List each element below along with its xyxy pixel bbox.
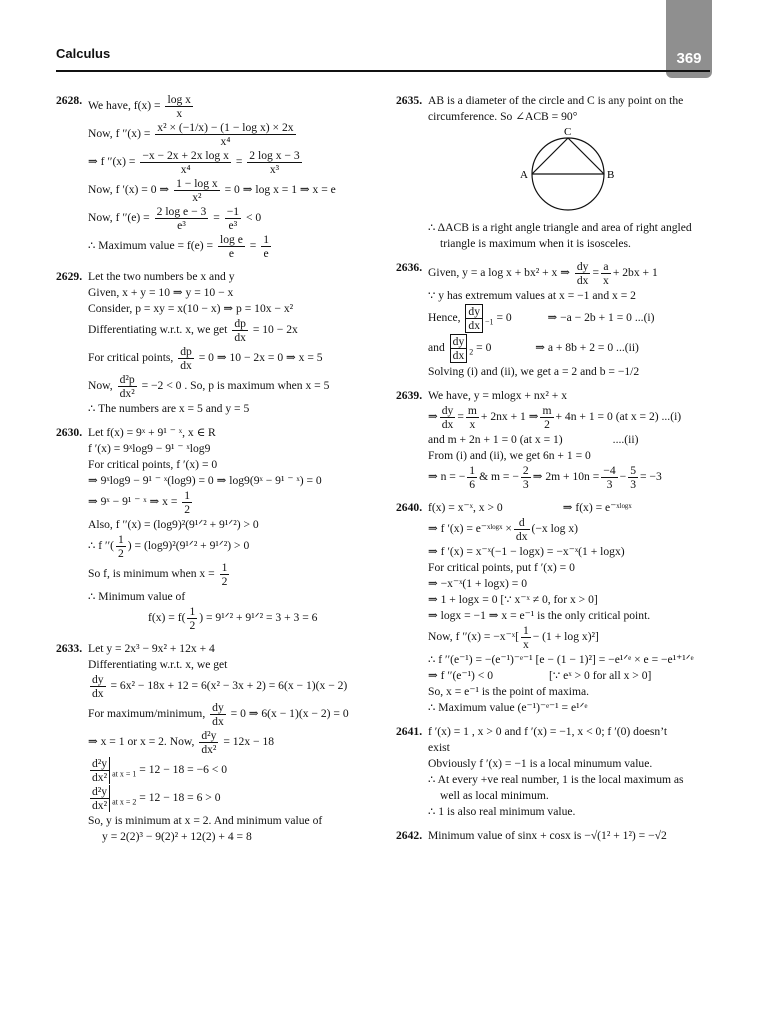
fraction	[155, 205, 209, 232]
numerator: log e	[220, 233, 243, 246]
fraction	[450, 334, 468, 363]
numerator: dy	[576, 260, 589, 273]
fraction	[90, 757, 110, 784]
fraction	[540, 404, 553, 431]
text: = 0 ⇒ log x = 1 ⇒ x = e	[224, 183, 336, 197]
numerator: −4	[603, 464, 616, 477]
subscript: −1	[485, 317, 494, 327]
problem-number: 2636.	[396, 261, 423, 274]
fraction	[232, 317, 248, 344]
fraction	[440, 404, 456, 431]
numerator: 1	[263, 233, 270, 246]
text: =	[457, 410, 464, 424]
text: Let y = 2x³ − 9x² + 12x + 4	[88, 642, 215, 655]
text: Differentiating w.r.t. x, we get	[88, 658, 228, 671]
numerator: −1	[226, 205, 240, 218]
fraction	[155, 121, 295, 148]
denominator: x⁴	[180, 163, 191, 176]
text: For critical points,	[88, 351, 174, 365]
numerator: dy	[468, 305, 481, 318]
numerator: 1	[184, 489, 191, 502]
text: Now, f ′′(e) =	[88, 211, 150, 225]
text: f(x) = f(	[148, 611, 186, 625]
fraction	[140, 149, 231, 176]
text: and m + 2n + 1 = 0 (at x = 1)	[428, 433, 563, 446]
text: [∵ eˣ > 0 for all x > 0]	[549, 669, 652, 682]
text: = 0	[496, 311, 512, 325]
text: Given, y = a log x + bx² + x ⇒	[428, 266, 570, 280]
text: For critical points, f ′(x) = 0	[88, 458, 218, 471]
text: ⇒ f ′′(e⁻¹) < 0	[428, 669, 494, 682]
denominator: x²	[192, 191, 202, 204]
numerator: d²y	[92, 785, 108, 798]
numerator: dp	[180, 345, 192, 358]
denominator: dx	[92, 687, 104, 700]
numerator: a	[601, 260, 611, 274]
text: We have, f(x) =	[88, 99, 161, 113]
text: Now, f ′′(x) = −x⁻ˣ[	[428, 630, 519, 644]
text: f ′(x) = 1 , x > 0 and f ′(x) = −1, x < 0; f ′(0) doesn’t	[428, 725, 668, 738]
denominator: dx	[452, 349, 465, 362]
text: Minimum value of sinx + cosx is −√(1² + 1²) = −√2	[428, 829, 667, 842]
text: f(x) = x⁻ˣ, x > 0	[428, 501, 503, 514]
label-b: B	[607, 169, 615, 181]
fraction	[182, 489, 192, 516]
text: We have, y = mlogx + nx² + x	[428, 389, 568, 402]
text: ∴ ΔACB is a right angle triangle and area of right angled	[428, 221, 692, 234]
denominator: x⁴	[220, 135, 231, 148]
text: (−x log x)	[531, 522, 578, 536]
fraction	[174, 177, 220, 204]
text: ....(ii)	[612, 433, 639, 446]
fraction	[116, 533, 126, 560]
denominator: x	[176, 107, 183, 120]
text: = 12x − 18	[223, 735, 275, 749]
denominator: dx	[180, 359, 192, 372]
denominator: dx	[468, 319, 481, 332]
text: and	[428, 341, 445, 355]
text: = 10 − 2x	[252, 323, 298, 337]
problem-2630	[56, 425, 386, 632]
text: ⇒ f ′(x) = e⁻ˣˡᵒᵍˣ ×	[428, 522, 512, 536]
denominator: 2	[189, 619, 196, 632]
text: + 2nx + 1 ⇒	[480, 410, 539, 424]
numerator: d²y	[92, 757, 108, 770]
fraction	[218, 233, 245, 260]
text: Consider, p = xy = x(10 − x) ⇒ p = 10x − x²	[88, 302, 294, 315]
denominator: dx²	[92, 799, 108, 812]
problem-number: 2641.	[396, 725, 423, 738]
denominator: dx	[212, 715, 224, 728]
text: Let the two numbers be x and y	[88, 270, 235, 283]
text: ⇒ n = −	[428, 470, 466, 484]
denominator: x	[469, 418, 476, 431]
problem-2635	[396, 93, 714, 251]
fraction	[247, 149, 301, 176]
numerator: d²p	[119, 373, 135, 386]
fraction	[521, 464, 531, 491]
fraction	[514, 516, 530, 543]
problem-number: 2640.	[396, 501, 423, 514]
text: ⇒	[428, 410, 438, 424]
text: ∴ f ′′(e⁻¹) = −(e⁻¹)⁻ᵉ⁻¹ [e − (1 − 1)²] = −e¹ᐟᵉ × e = −e¹⁺¹ᐟᵉ	[428, 653, 694, 666]
fraction	[187, 605, 197, 632]
text: Solving (i) and (ii), we get a = 2 and b = −1/2	[428, 365, 640, 378]
problem-2633	[56, 641, 386, 844]
fraction	[601, 260, 611, 287]
text: ⇒ 1 + logx = 0 [∵ x⁻ˣ ≠ 0, for x > 0]	[428, 593, 598, 606]
fraction	[210, 701, 226, 728]
text: = 0	[476, 341, 492, 355]
text: = 12 − 18 = −6 < 0	[139, 763, 228, 777]
denominator: 3	[522, 478, 529, 491]
denominator: 6	[469, 478, 476, 491]
text: + 2bx + 1	[612, 266, 658, 280]
page-number-tab	[666, 0, 712, 78]
text: =	[213, 211, 220, 225]
denominator: 2	[544, 418, 550, 431]
numerator: 1	[117, 533, 124, 546]
fraction	[225, 205, 241, 232]
numerator: 2 log e − 3	[156, 205, 207, 218]
numerator: 2 log x − 3	[249, 149, 300, 162]
numerator: m	[467, 404, 477, 417]
text: Differentiating w.r.t. x, we get	[88, 323, 228, 337]
label-a: A	[520, 169, 528, 181]
text: For critical points, put f ′(x) = 0	[428, 561, 575, 574]
subscript: at x = 1	[112, 769, 137, 779]
subscript: at x = 2	[112, 797, 137, 807]
header-rule	[56, 70, 710, 72]
text: ⇒ logx = −1 ⇒ x = e⁻¹ is the only critical point.	[428, 609, 651, 622]
text: exist	[428, 741, 450, 754]
text: ⇒ a + 8b + 2 = 0 ...(ii)	[535, 341, 639, 355]
denominator: e	[263, 247, 269, 260]
text: Let f(x) = 9ˣ + 9¹ ⁻ ˣ, x ∈ R	[88, 426, 216, 439]
text: triangle is maximum when it is isosceles.	[440, 237, 631, 250]
page-number: 369	[676, 50, 702, 67]
fraction	[118, 373, 137, 400]
text: ⇒ f ′′(x) =	[88, 155, 136, 169]
text: f ′(x) = 9ˣlog9 − 9¹ ⁻ ˣlog9	[88, 442, 211, 455]
text: For maximum/minimum,	[88, 707, 206, 721]
text: ⇒ f(x) = e⁻ˣˡᵒᵍˣ	[562, 501, 632, 514]
denominator: x	[522, 638, 529, 651]
problem-number: 2628.	[56, 94, 83, 107]
text: circumference. So ∠ACB = 90°	[428, 110, 578, 123]
denominator: 2	[184, 503, 191, 516]
text: = −2 < 0 . So, p is maximum when x = 5	[141, 379, 330, 393]
fraction	[575, 260, 591, 287]
label-c: C	[564, 126, 572, 138]
text: Now, f ′′(x) =	[88, 127, 151, 141]
text: < 0	[245, 211, 262, 225]
numerator: log x	[167, 93, 191, 106]
denominator: dx	[234, 331, 246, 344]
numerator: 5	[630, 464, 636, 477]
text: ⇒ x = 1 or x = 2. Now,	[88, 735, 195, 749]
problem-2642	[396, 828, 714, 843]
text: Now, f ′(x) = 0 ⇒	[88, 183, 170, 197]
text: = 12 − 18 = 6 > 0	[139, 791, 221, 805]
left-column	[56, 92, 386, 853]
fraction	[165, 93, 193, 120]
denominator: dx²	[92, 771, 108, 784]
fraction	[601, 464, 617, 491]
text: ∵ y has extremum values at x = −1 and x = 2	[428, 289, 636, 302]
text: ∴ Maximum value (e⁻¹)⁻ᵉ⁻¹ = e¹ᐟᵉ	[428, 701, 588, 714]
text: ∴ Minimum value of	[88, 590, 186, 603]
denominator: dx²	[119, 387, 135, 400]
problem-2639	[396, 388, 714, 491]
text: −	[619, 470, 627, 484]
problem-number: 2633.	[56, 642, 83, 655]
problem-number: 2642.	[396, 829, 423, 842]
subscript: 2	[469, 347, 474, 357]
text: AB is a diameter of the circle and C is any point on the	[428, 94, 684, 107]
fraction	[628, 464, 638, 491]
text: well as local minimum.	[440, 789, 549, 802]
text: = −3	[639, 470, 662, 484]
denominator: 3	[630, 478, 636, 491]
text: So f, is minimum when x =	[88, 567, 215, 581]
fraction	[220, 561, 230, 588]
text: From (i) and (ii), we get 6n + 1 = 0	[428, 449, 591, 462]
numerator: d²y	[201, 729, 217, 742]
numerator: d	[514, 516, 530, 530]
fraction	[465, 304, 483, 333]
denominator: 2	[221, 575, 228, 588]
text: ) = 9¹ᐟ² + 9¹ᐟ² = 3 + 3 = 6	[199, 611, 318, 625]
text: So, y is minimum at x = 2. And minimum value of	[88, 814, 323, 827]
text: ⇒ 9ˣ − 9¹ ⁻ ˣ ⇒ x =	[88, 495, 178, 509]
numerator: dp	[234, 317, 246, 330]
problem-2629	[56, 269, 386, 416]
numerator: 1	[221, 561, 228, 574]
fraction	[90, 785, 110, 812]
problem-number: 2635.	[396, 94, 423, 107]
circle-figure	[508, 126, 628, 216]
denominator: e	[228, 247, 234, 260]
text: Obviously f ′(x) = −1 is a local minumum value.	[428, 757, 653, 770]
text: & m = −	[479, 470, 519, 484]
denominator: dx²	[201, 743, 217, 756]
denominator: e³	[228, 219, 238, 232]
text: ∴ Maximum value = f(e) =	[88, 239, 214, 253]
numerator: 1	[189, 605, 196, 618]
denominator: x	[603, 274, 609, 287]
text: ∴ At every +ve real number, 1 is the local maximum as	[428, 773, 684, 786]
text: Hence,	[428, 311, 461, 325]
numerator: 1 − log x	[176, 177, 218, 190]
numerator: dy	[441, 404, 454, 417]
fraction	[199, 729, 218, 756]
denominator: dx	[576, 274, 589, 287]
text: − (1 + log x)²]	[532, 630, 599, 644]
text: So, x = e⁻¹ is the point of maxima.	[428, 685, 590, 698]
numerator: 1	[469, 464, 476, 477]
denominator: 2	[117, 547, 124, 560]
chapter-title: Calculus	[56, 46, 111, 61]
numerator: dy	[452, 335, 465, 348]
numerator: dy	[92, 673, 104, 686]
numerator: x² × (−1/x) − (1 − log x) × 2x	[157, 121, 294, 134]
text: = 0 ⇒ 6(x − 1)(x − 2) = 0	[230, 707, 349, 721]
text: Also, f ′′(x) = (log9)²(9¹ᐟ² + 9¹ᐟ²) > 0	[88, 518, 259, 531]
problem-number: 2639.	[396, 389, 423, 402]
problem-2641	[396, 724, 714, 819]
numerator: m	[542, 404, 552, 417]
text: ) = (log9)²(9¹ᐟ² + 9¹ᐟ²) > 0	[127, 539, 250, 553]
text: ⇒ 2m + 10n =	[532, 470, 600, 484]
text: = 0 ⇒ 10 − 2x = 0 ⇒ x = 5	[198, 351, 323, 365]
numerator: −x − 2x + 2x log x	[142, 149, 229, 162]
text: ∴ f ′′(	[88, 539, 114, 553]
problem-number: 2630.	[56, 426, 83, 439]
problem-2628	[56, 93, 386, 260]
text: ⇒ 9ˣlog9 − 9¹ ⁻ ˣ(log9) = 0 ⇒ log9(9ˣ − 9¹ ⁻ ˣ) = 0	[88, 474, 322, 487]
numerator: dy	[212, 701, 224, 714]
problem-2636	[396, 260, 714, 379]
denominator: dx	[515, 530, 528, 543]
text: ∴ 1 is also real minimum value.	[428, 805, 576, 818]
text: =	[249, 239, 257, 253]
denominator: e³	[177, 219, 186, 232]
circle-diagram	[508, 126, 628, 216]
problem-number: 2629.	[56, 270, 83, 283]
text: ⇒ −a − 2b + 1 = 0 ...(i)	[547, 311, 655, 325]
right-column	[396, 92, 714, 852]
fraction	[261, 233, 271, 260]
text: Now,	[88, 379, 113, 393]
text: y = 2(2)³ − 9(2)² + 12(2) + 4 = 8	[102, 830, 252, 843]
denominator: 3	[606, 478, 613, 491]
fraction	[178, 345, 194, 372]
text: ∴ The numbers are x = 5 and y = 5	[88, 402, 250, 415]
text: + 4n + 1 = 0 (at x = 2) ...(i)	[555, 410, 682, 424]
text: =	[235, 155, 243, 169]
problem-2640	[396, 500, 714, 715]
denominator: dx	[441, 418, 454, 431]
numerator: 1	[522, 624, 529, 637]
fraction	[466, 404, 479, 431]
text: = 6x² − 18x + 12 = 6(x² − 3x + 2) = 6(x − 1)(x − 2)	[110, 679, 348, 693]
numerator: 2	[522, 464, 529, 477]
fraction	[90, 673, 106, 700]
denominator: x³	[269, 163, 280, 176]
text: ⇒ f ′(x) = x⁻ˣ(−1 − logx) = −x⁻ˣ(1 + logx)	[428, 545, 625, 558]
fraction	[467, 464, 477, 491]
text: Given, x + y = 10 ⇒ y = 10 − x	[88, 286, 234, 299]
text: ⇒ −x⁻ˣ(1 + logx) = 0	[428, 577, 528, 590]
fraction	[521, 624, 531, 651]
text: =	[592, 266, 600, 280]
